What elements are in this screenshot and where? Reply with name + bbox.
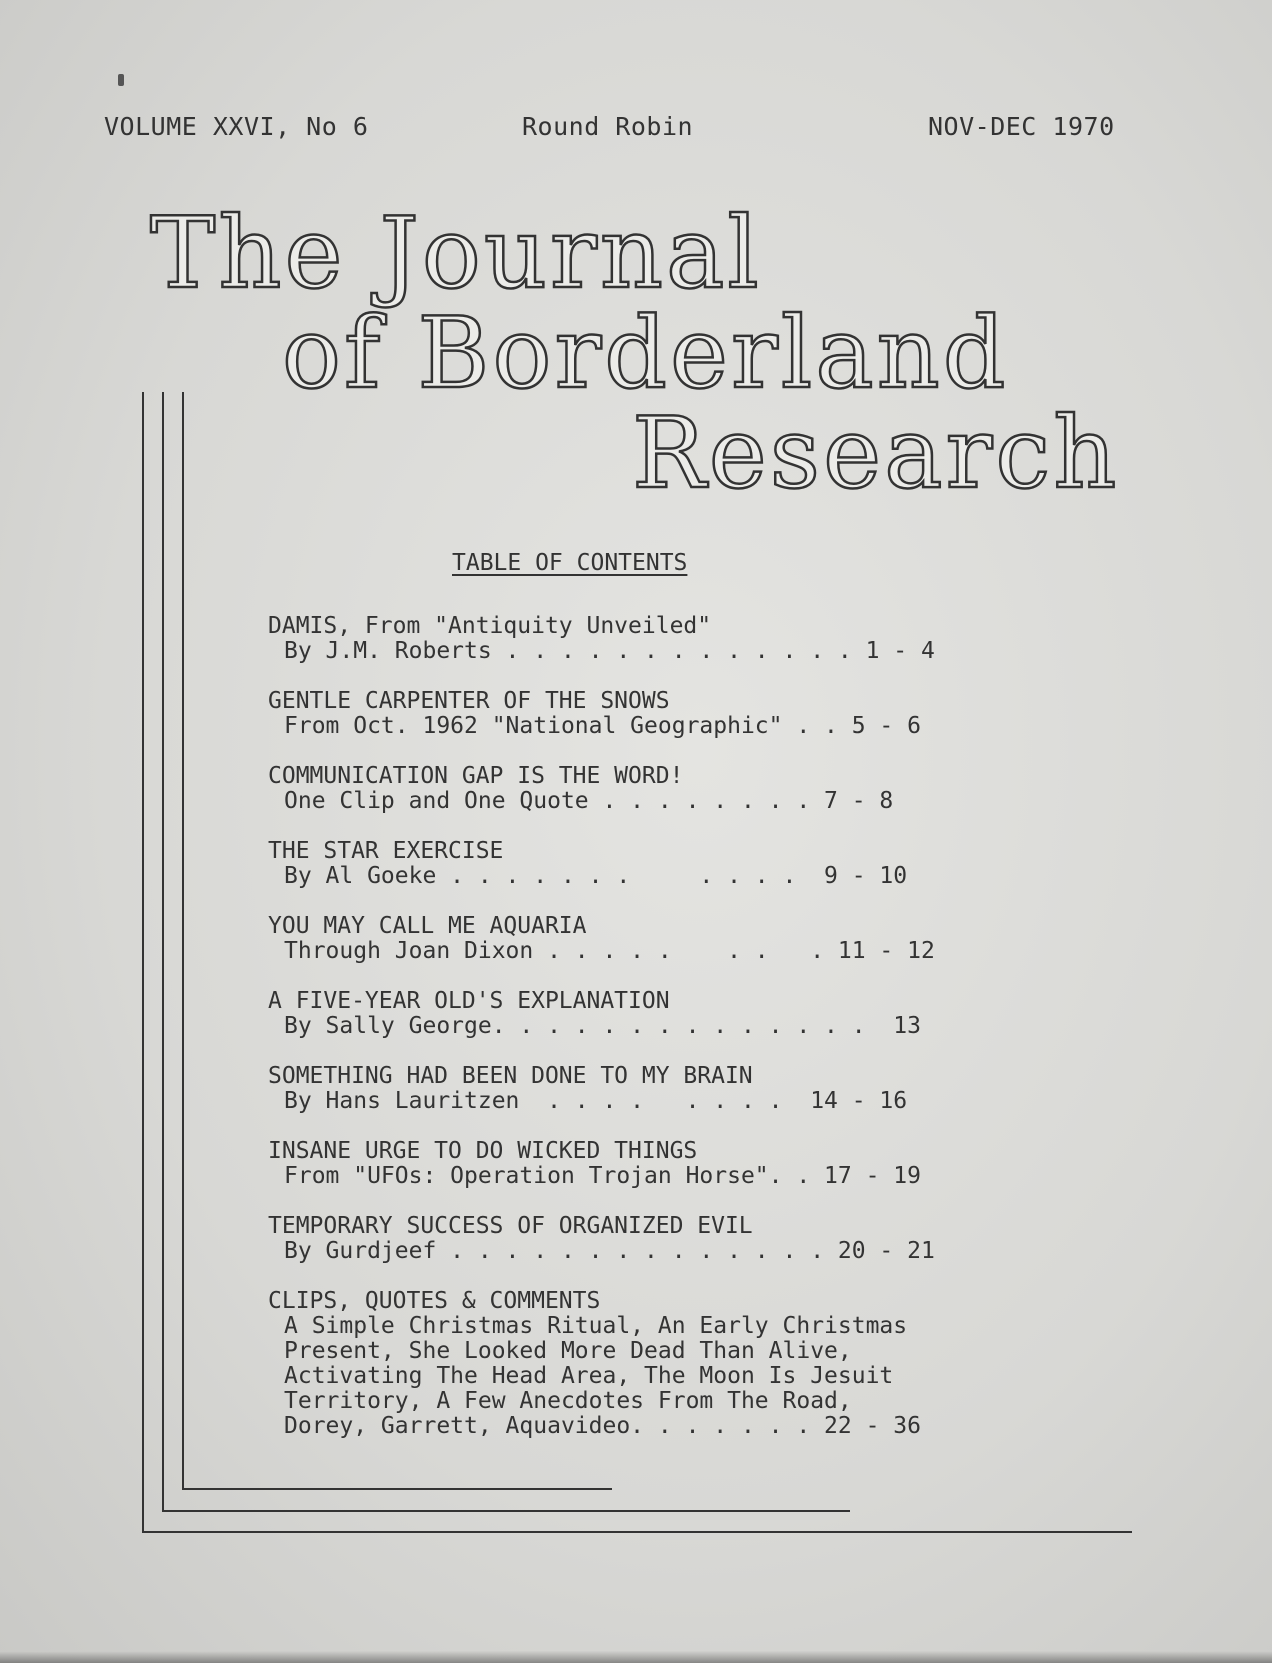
toc-entry (268, 914, 988, 964)
newsletter-title: Round Robin (522, 112, 694, 141)
border-rule-inner-vertical (182, 392, 184, 1490)
toc-entry-description-line: Present, She Looked More Dead Than Alive, (284, 1338, 852, 1364)
toc-entry-clips (268, 1289, 988, 1439)
toc-entry (268, 839, 988, 889)
toc-entry-description-line: Territory, A Few Anecdotes From The Road, (284, 1388, 852, 1414)
volume-number: VOLUME XXVI, No 6 (104, 112, 369, 141)
masthead-line-1: The Journal (150, 197, 762, 311)
toc-entry-title: TEMPORARY SUCCESS OF ORGANIZED EVIL (268, 1213, 753, 1239)
toc-entry (268, 1139, 988, 1189)
toc-entry-title: DAMIS, From "Antiquity Unveiled" (268, 613, 712, 639)
border-rule-middle-vertical (162, 392, 164, 1512)
toc-entry-title: CLIPS, QUOTES & COMMENTS (268, 1288, 601, 1314)
toc-entry (268, 689, 988, 739)
toc-entry-title: THE STAR EXERCISE (268, 838, 504, 864)
toc-entry-title: SOMETHING HAD BEEN DONE TO MY BRAIN (268, 1063, 753, 1089)
toc-entry-byline: By Sally George. . . . . . . . . . . . . . 13 (284, 1013, 921, 1039)
toc-entry-byline: From "UFOs: Operation Trojan Horse". . 17 - 19 (284, 1163, 921, 1189)
border-rule-outer-vertical (142, 392, 144, 1532)
toc-entry-byline: By Hans Lauritzen . . . . . . . . 14 - 16 (284, 1088, 908, 1114)
toc-entry-byline: Through Joan Dixon . . . . . . . . 11 - 12 (284, 938, 935, 964)
toc-entry-title: A FIVE-YEAR OLD'S EXPLANATION (268, 988, 670, 1014)
toc-entry-byline: By Al Goeke . . . . . . . . . . . 9 - 10 (284, 863, 908, 889)
toc-entry-byline: From Oct. 1962 "National Geographic" . . 5 - 6 (284, 713, 921, 739)
toc-heading: TABLE OF CONTENTS (452, 550, 688, 576)
page-bottom-shadow (0, 1651, 1272, 1663)
toc-entry (268, 614, 988, 664)
border-rule-inner-horizontal (182, 1488, 612, 1490)
toc-entry-title: GENTLE CARPENTER OF THE SNOWS (268, 688, 670, 714)
issue-date: NOV-DEC 1970 (928, 112, 1115, 141)
border-rule-outer-horizontal (142, 1531, 1132, 1533)
toc-entry (268, 764, 988, 814)
masthead-line-2: of Borderland (282, 297, 1009, 411)
toc-entry-title: YOU MAY CALL ME AQUARIA (268, 913, 587, 939)
border-rule-middle-horizontal (162, 1510, 850, 1512)
toc-entry-description-line: Dorey, Garrett, Aquavideo. . . . . . . 22 - 36 (284, 1413, 921, 1439)
toc-entry (268, 1064, 988, 1114)
toc-entry (268, 989, 988, 1039)
toc-entry-description-line: A Simple Christmas Ritual, An Early Christmas (284, 1313, 908, 1339)
toc-entry-byline: One Clip and One Quote . . . . . . . . 7 - 8 (284, 788, 894, 814)
table-of-contents (268, 614, 988, 1464)
toc-entry (268, 1214, 988, 1264)
toc-entry-byline: By Gurdjeef . . . . . . . . . . . . . . 20 - 21 (284, 1238, 935, 1264)
toc-entry-byline: By J.M. Roberts . . . . . . . . . . . . . 1 - 4 (284, 638, 935, 664)
toc-entry-description-line: Activating The Head Area, The Moon Is Jesuit (284, 1363, 894, 1389)
masthead-line-3: Research (632, 397, 1120, 511)
ink-mark (118, 74, 124, 86)
toc-entry-title: COMMUNICATION GAP IS THE WORD! (268, 763, 684, 789)
toc-entry-title: INSANE URGE TO DO WICKED THINGS (268, 1138, 698, 1164)
